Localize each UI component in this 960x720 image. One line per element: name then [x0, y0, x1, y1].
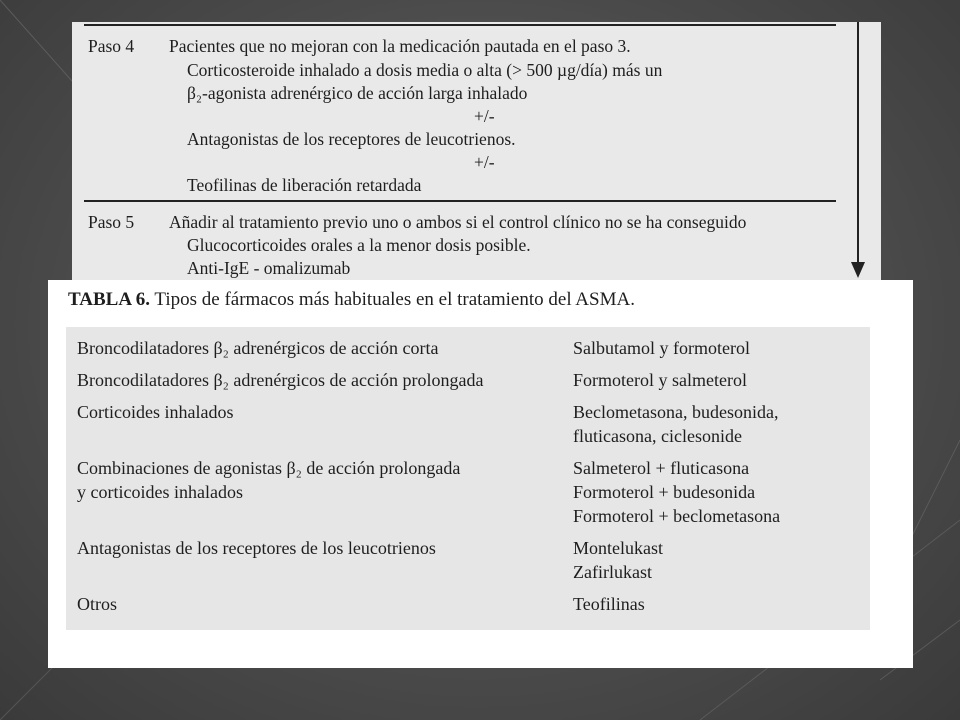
- drug-class-cell: Corticoides inhalados: [77, 402, 234, 422]
- table6-title-text: Tipos de fármacos más habituales en el tratamiento del ASMA.: [150, 289, 635, 310]
- arrow-down-icon: [851, 262, 865, 278]
- step5-label: Paso 5: [88, 212, 135, 232]
- step4-line-7: Teofilinas de liberación retardada: [187, 175, 422, 195]
- drug-class-cell: Broncodilatadores β₂ adrenérgicos de acción corta: [77, 338, 439, 358]
- mid-rule: [84, 200, 836, 202]
- drug-names-cell: Salmeterol + fluticasona: [573, 458, 750, 478]
- drug-names-cell: Montelukast: [573, 538, 663, 558]
- drug-names-cell: Teofilinas: [573, 594, 645, 614]
- drug-names-cell: Beclometasona, budesonida,: [573, 402, 779, 422]
- step4-line-3: β₂-agonista adrenérgico de acción larga inhalado: [187, 83, 528, 103]
- drug-types-table: [66, 327, 870, 630]
- drug-class-cell: Antagonistas de los receptores de los leucotrienos: [77, 538, 436, 558]
- drug-names-cell: Formoterol y salmeterol: [573, 370, 747, 390]
- table6-title: [68, 289, 635, 311]
- treatment-steps-excerpt: [72, 22, 881, 284]
- drug-class-cell: Broncodilatadores β₂ adrenérgicos de acción prolongada: [77, 370, 484, 390]
- drug-names-cell: Zafirlukast: [573, 562, 652, 582]
- drug-class-cell: Combinaciones de agonistas β₂ de acción prolongada: [77, 458, 461, 478]
- top-rule: [84, 24, 836, 26]
- drug-names-cell: fluticasona, ciclesonide: [573, 426, 742, 446]
- table6-excerpt: [48, 280, 913, 668]
- step5-line-3: Anti-IgE - omalizumab: [187, 258, 351, 278]
- step4-plus-minus-1: +/-: [474, 106, 495, 126]
- drug-names-cell: Formoterol + budesonida: [573, 482, 756, 502]
- step4-line-5: Antagonistas de los receptores de leucotrienos.: [187, 129, 516, 149]
- step5-line-2: Glucocorticoides orales a la menor dosis posible.: [187, 235, 531, 255]
- drug-names-cell: Salbutamol y formoterol: [573, 338, 750, 358]
- table6-title-number: TABLA 6.: [68, 289, 151, 310]
- drug-names-cell: Formoterol + beclometasona: [573, 506, 781, 526]
- step5-line-1: Añadir al tratamiento previo uno o ambos si el control clínico no se ha conseguido: [169, 212, 747, 232]
- step4-line-1: Pacientes que no mejoran con la medicación pautada en el paso 3.: [169, 36, 631, 56]
- step4-label: Paso 4: [88, 36, 135, 56]
- step4-plus-minus-2: +/-: [474, 152, 495, 172]
- step4-line-2: Corticosteroide inhalado a dosis media o alta (> 500 µg/día) más un: [187, 60, 663, 80]
- step-progression-arrow: [857, 22, 859, 266]
- drug-class-cell: y corticoides inhalados: [77, 482, 243, 502]
- drug-class-cell: Otros: [77, 594, 117, 614]
